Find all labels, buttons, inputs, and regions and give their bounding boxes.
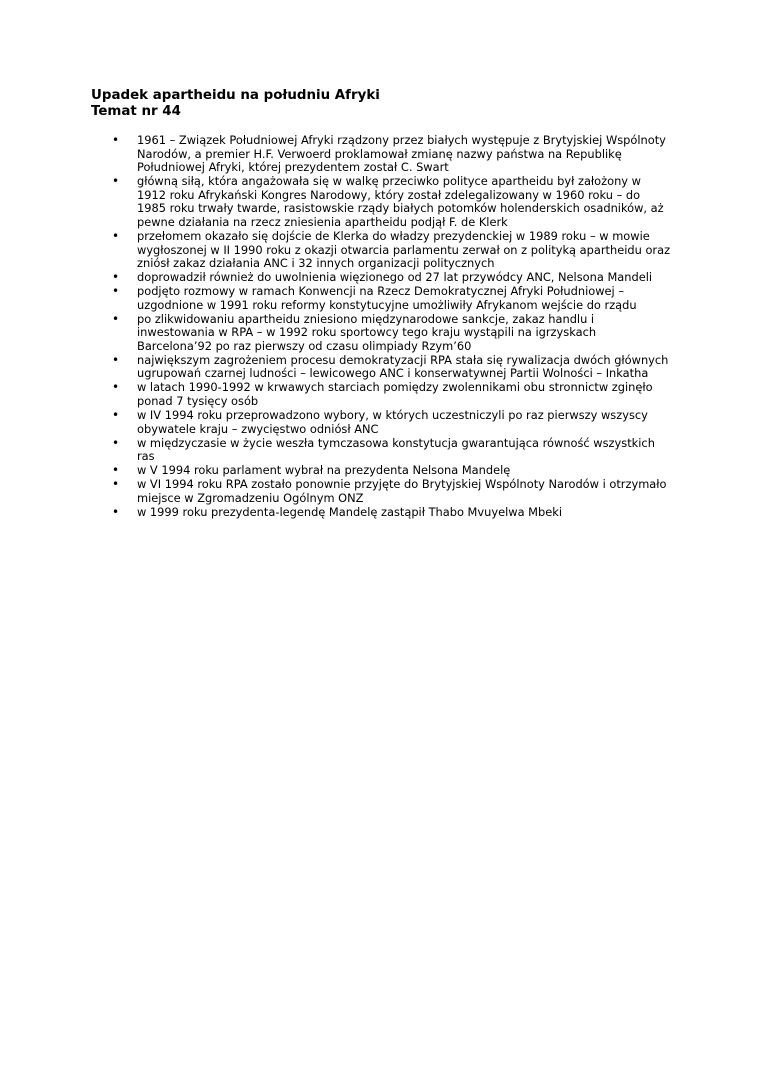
bullet-icon: •: [112, 380, 120, 395]
list-item: [112, 354, 672, 381]
list-item-text: główną siłą, która angażowała się w walkę przeciwko polityce apartheidu był założony w 1912 roku Afrykański Kongres Narodowy, który został zdelegalizowany w 1960 roku – do 1985 roku trwały twarde, rasistowskie rządy białych potomków holenderskich osadników, aż pewne działania na rzecz zniesienia apartheidu podjął F. de Klerk: [137, 174, 664, 229]
list-item: [112, 381, 672, 408]
list-item: [112, 506, 672, 520]
bullet-icon: •: [112, 504, 120, 519]
bullet-icon: •: [112, 463, 120, 478]
list-item: [112, 313, 672, 354]
bullet-list: [112, 134, 672, 520]
bullet-icon: •: [112, 311, 120, 326]
list-item: [112, 464, 672, 478]
list-item-text: przełomem okazało się dojście de Klerka do władzy prezydenckiej w 1989 roku – w mowie wygłoszonej w II 1990 roku z okazji otwarcia parlamentu zerwał on z polityką apartheidu oraz zniósł zakaz działania ANC i 32 innych organizacji politycznych: [137, 228, 671, 271]
list-item-text: podjęto rozmowy w ramach Konwencji na Rzecz Demokratycznej Afryki Południowej – uzgodnione w 1991 roku reformy konstytucyjne umożliwiły Afrykanom wejście do rządu: [137, 284, 637, 312]
document-title: Upadek apartheidu na południu Afryki: [91, 88, 380, 103]
list-item-text: po zlikwidowaniu apartheidu zniesiono międzynarodowe sankcje, zakaz handlu i inwestowania w RPA – w 1992 roku sportowcy tego kraju wystąpili na igrzyskach Barcelona’92 po raz pierwszy od czasu olimpiady Rzym’60: [137, 311, 597, 353]
list-item: [112, 478, 672, 505]
bullet-icon: •: [112, 133, 120, 147]
list-item-text: w 1999 roku prezydenta-legendę Mandelę zastąpił Thabo Mvuyelwa Mbeki: [137, 504, 563, 519]
list-item-text: w VI 1994 roku RPA zostało ponownie przyjęte do Brytyjskiej Wspólnoty Narodów i otrzymało miejsce w Zgromadzeniu Ogólnym ONZ: [137, 477, 667, 505]
list-item-text: największym zagrożeniem procesu demokratyzacji RPA stała się rywalizacja dwóch głównych ugrupowań czarnej ludności – lewicowego ANC i konserwatywnej Partii Wolności – Inkatha: [137, 352, 669, 381]
list-item-text: w latach 1990-1992 w krwawych starciach pomiędzy zwolennikami obu stronnictw zginęło ponad 7 tysięcy osób: [137, 380, 653, 409]
list-item: [112, 409, 672, 436]
bullet-icon: •: [112, 352, 120, 367]
list-item: [112, 175, 672, 229]
bullet-icon: •: [112, 408, 120, 422]
bullet-icon: •: [112, 477, 120, 492]
list-item-text: 1961 – Związek Południowej Afryki rządzony przez białych występuje z Brytyjskiej Wspólnoty Narodów, a premier H.F. Verwoerd proklamował zmianę nazwy państwa na Republikę Południowej Afryki, której prezydentem został C. Swart: [137, 133, 666, 175]
list-item: [112, 134, 672, 175]
bullet-icon: •: [112, 284, 120, 299]
bullet-icon: •: [112, 228, 120, 243]
bullet-icon: •: [112, 435, 120, 450]
bullet-icon: •: [112, 174, 120, 189]
bullet-icon: •: [112, 270, 120, 285]
list-item: [112, 285, 672, 312]
list-item-text: w międzyczasie w życie weszła tymczasowa konstytucja gwarantująca równość wszystkich ras: [137, 435, 655, 464]
document-subtitle: Temat nr 44: [91, 103, 181, 119]
list-item: [112, 271, 672, 285]
list-item: [112, 437, 672, 464]
list-item: [112, 230, 672, 271]
list-item-text: doprowadził również do uwolnienia więzionego od 27 lat przywódcy ANC, Nelsona Mandeli: [137, 270, 653, 285]
list-item-text: w IV 1994 roku przeprowadzono wybory, w których uczestniczyli po raz pierwszy wszyscy obywatele kraju – zwycięstwo odniósł ANC: [137, 408, 648, 436]
list-item-text: w V 1994 roku parlament wybrał na prezydenta Nelsona Mandelę: [137, 463, 511, 478]
document-heading: [91, 88, 380, 119]
